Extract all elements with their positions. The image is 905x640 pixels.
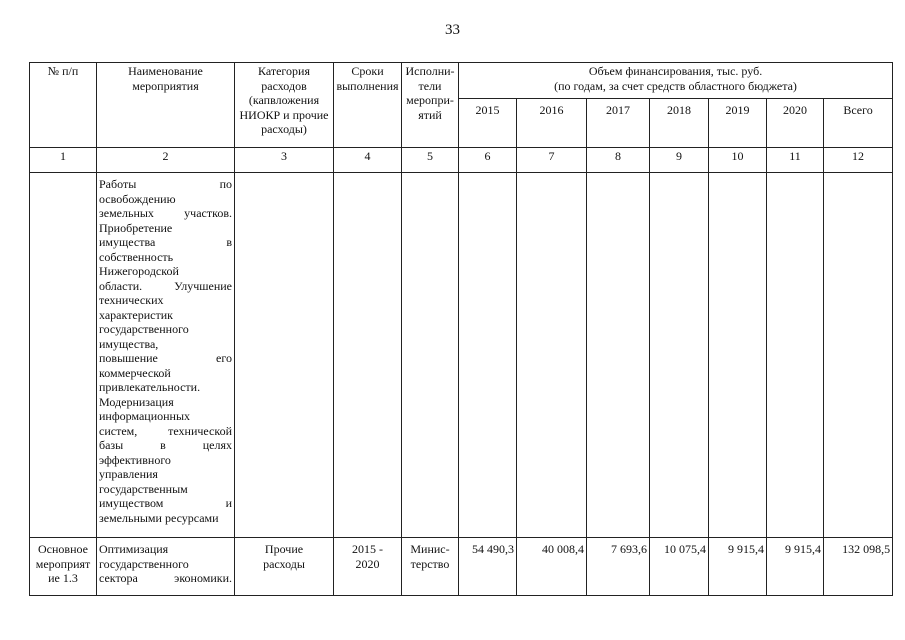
column-number: 6 — [459, 148, 517, 173]
column-number: 1 — [30, 148, 97, 173]
row-name-line: эффективного — [99, 452, 171, 467]
row-terms-cell — [334, 538, 402, 596]
column-numbers-row — [30, 148, 893, 173]
header-num — [30, 63, 97, 148]
row-name-line: имуществом и — [99, 496, 232, 510]
row-name-line: собственность — [99, 249, 174, 264]
row-num-line: ие 1.3 — [48, 571, 78, 585]
column-number: 11 — [767, 148, 824, 173]
header-funding — [459, 63, 893, 99]
header-terms-line: выполнения — [336, 78, 399, 93]
header-executors-line: тели — [418, 78, 442, 93]
header-terms-line: Сроки — [351, 64, 384, 78]
row-name-line: Модернизация — [99, 394, 174, 409]
row-value-cell: 7 693,6 — [587, 538, 650, 596]
row-name-line: области. Улучшение — [99, 278, 232, 293]
row-total-cell: 132 098,5 — [824, 538, 893, 596]
row-name-line: информационных — [99, 409, 191, 423]
table-row — [30, 538, 893, 596]
table-row — [30, 173, 893, 538]
row-executors-line: Минис- — [410, 542, 450, 556]
header-year: 2019 — [709, 98, 767, 147]
header-category — [235, 63, 334, 148]
row-category-cell — [235, 173, 334, 538]
row-name-line: Нижегородской — [99, 264, 179, 278]
header-name — [97, 63, 235, 148]
row-name-line: имущества в — [99, 235, 232, 249]
row-executors-cell — [402, 173, 459, 538]
column-number: 8 — [587, 148, 650, 173]
header-executors-line: Исполни- — [405, 64, 455, 78]
header-year: 2015 — [459, 98, 517, 147]
header-year: 2017 — [587, 98, 650, 147]
row-value-cell: 40 008,4 — [517, 538, 587, 596]
header-year: 2016 — [517, 98, 587, 147]
row-name-line: Оптимизация — [99, 542, 169, 556]
row-name-line: систем, технической — [99, 423, 232, 438]
header-executors — [402, 63, 459, 148]
header-category-line: НИОКР и прочие — [239, 107, 329, 122]
header-num-label: № п/п — [47, 64, 79, 78]
row-num-line: Основное — [38, 542, 88, 556]
row-executors-cell — [402, 538, 459, 596]
header-total: Всего — [824, 98, 893, 147]
row-name-line: коммерческой — [99, 365, 171, 380]
column-number: 2 — [97, 148, 235, 173]
row-name-line: государственным — [99, 481, 188, 496]
row-category-line: Прочие — [264, 542, 304, 556]
row-name-cell — [97, 173, 235, 538]
row-name-line: повышение его — [99, 351, 232, 365]
column-number: 4 — [334, 148, 402, 173]
row-value-cell — [587, 173, 650, 538]
row-name-line: технических — [99, 293, 164, 307]
header-category-line: Категория — [258, 64, 310, 78]
header-year: 2018 — [650, 98, 709, 147]
row-category-cell — [235, 538, 334, 596]
row-name-cell — [97, 538, 235, 596]
row-name-line: государственного — [99, 556, 189, 571]
row-name-line: государственного — [99, 322, 189, 336]
column-number: 12 — [824, 148, 893, 173]
row-terms-line: 2015 - — [352, 542, 383, 556]
header-executors-line: ятий — [418, 107, 442, 122]
row-name-line: земельных участков. — [99, 206, 232, 220]
header-name-line: Наименование — [128, 64, 203, 78]
header-name-line: мероприятия — [132, 78, 199, 93]
row-value-cell — [767, 173, 824, 538]
column-number: 10 — [709, 148, 767, 173]
row-name-line: имущества, — [99, 336, 159, 351]
row-terms-cell — [334, 173, 402, 538]
row-name-line: привлекательности. — [99, 380, 201, 394]
row-name-line: Работы по — [99, 177, 232, 191]
column-number: 5 — [402, 148, 459, 173]
header-executors-line: меропри- — [406, 93, 454, 107]
header-category-line: расходы) — [261, 122, 307, 136]
header-funding-line: Объем финансирования, тыс. руб. — [588, 64, 763, 78]
column-number: 7 — [517, 148, 587, 173]
row-name-line: базы в целях — [99, 438, 232, 452]
row-value-cell: 9 915,4 — [709, 538, 767, 596]
row-name-line: земельными ресурсами — [99, 510, 219, 525]
header-year: 2020 — [767, 98, 824, 147]
column-number: 3 — [235, 148, 334, 173]
row-name-line: Приобретение — [99, 220, 173, 235]
row-executors-line: терство — [410, 556, 450, 571]
row-value-cell: 10 075,4 — [650, 538, 709, 596]
row-value-cell: 54 490,3 — [459, 538, 517, 596]
row-terms-line: 2020 — [355, 556, 380, 571]
row-num-cell — [30, 173, 97, 538]
row-num-cell — [30, 538, 97, 596]
table-header-row — [30, 63, 893, 99]
row-name-line: характеристик — [99, 307, 173, 322]
row-value-cell — [650, 173, 709, 538]
header-category-line: (капвложения — [248, 93, 320, 107]
row-name-line: освобождению — [99, 191, 176, 206]
header-terms — [334, 63, 402, 148]
page-number: 33 — [445, 22, 460, 38]
header-funding-line: (по годам, за счет средств областного бюджета) — [554, 78, 797, 93]
row-name-line: сектора экономики. — [99, 571, 232, 585]
row-category-line: расходы — [263, 556, 305, 571]
row-value-cell — [824, 173, 893, 538]
header-category-line: расходов — [261, 78, 307, 93]
row-num-line: мероприят — [35, 556, 91, 571]
row-value-cell — [709, 173, 767, 538]
financing-table — [29, 62, 893, 596]
row-value-cell: 9 915,4 — [767, 538, 824, 596]
row-value-cell — [517, 173, 587, 538]
row-value-cell — [459, 173, 517, 538]
row-name-line: управления — [99, 467, 158, 481]
column-number: 9 — [650, 148, 709, 173]
